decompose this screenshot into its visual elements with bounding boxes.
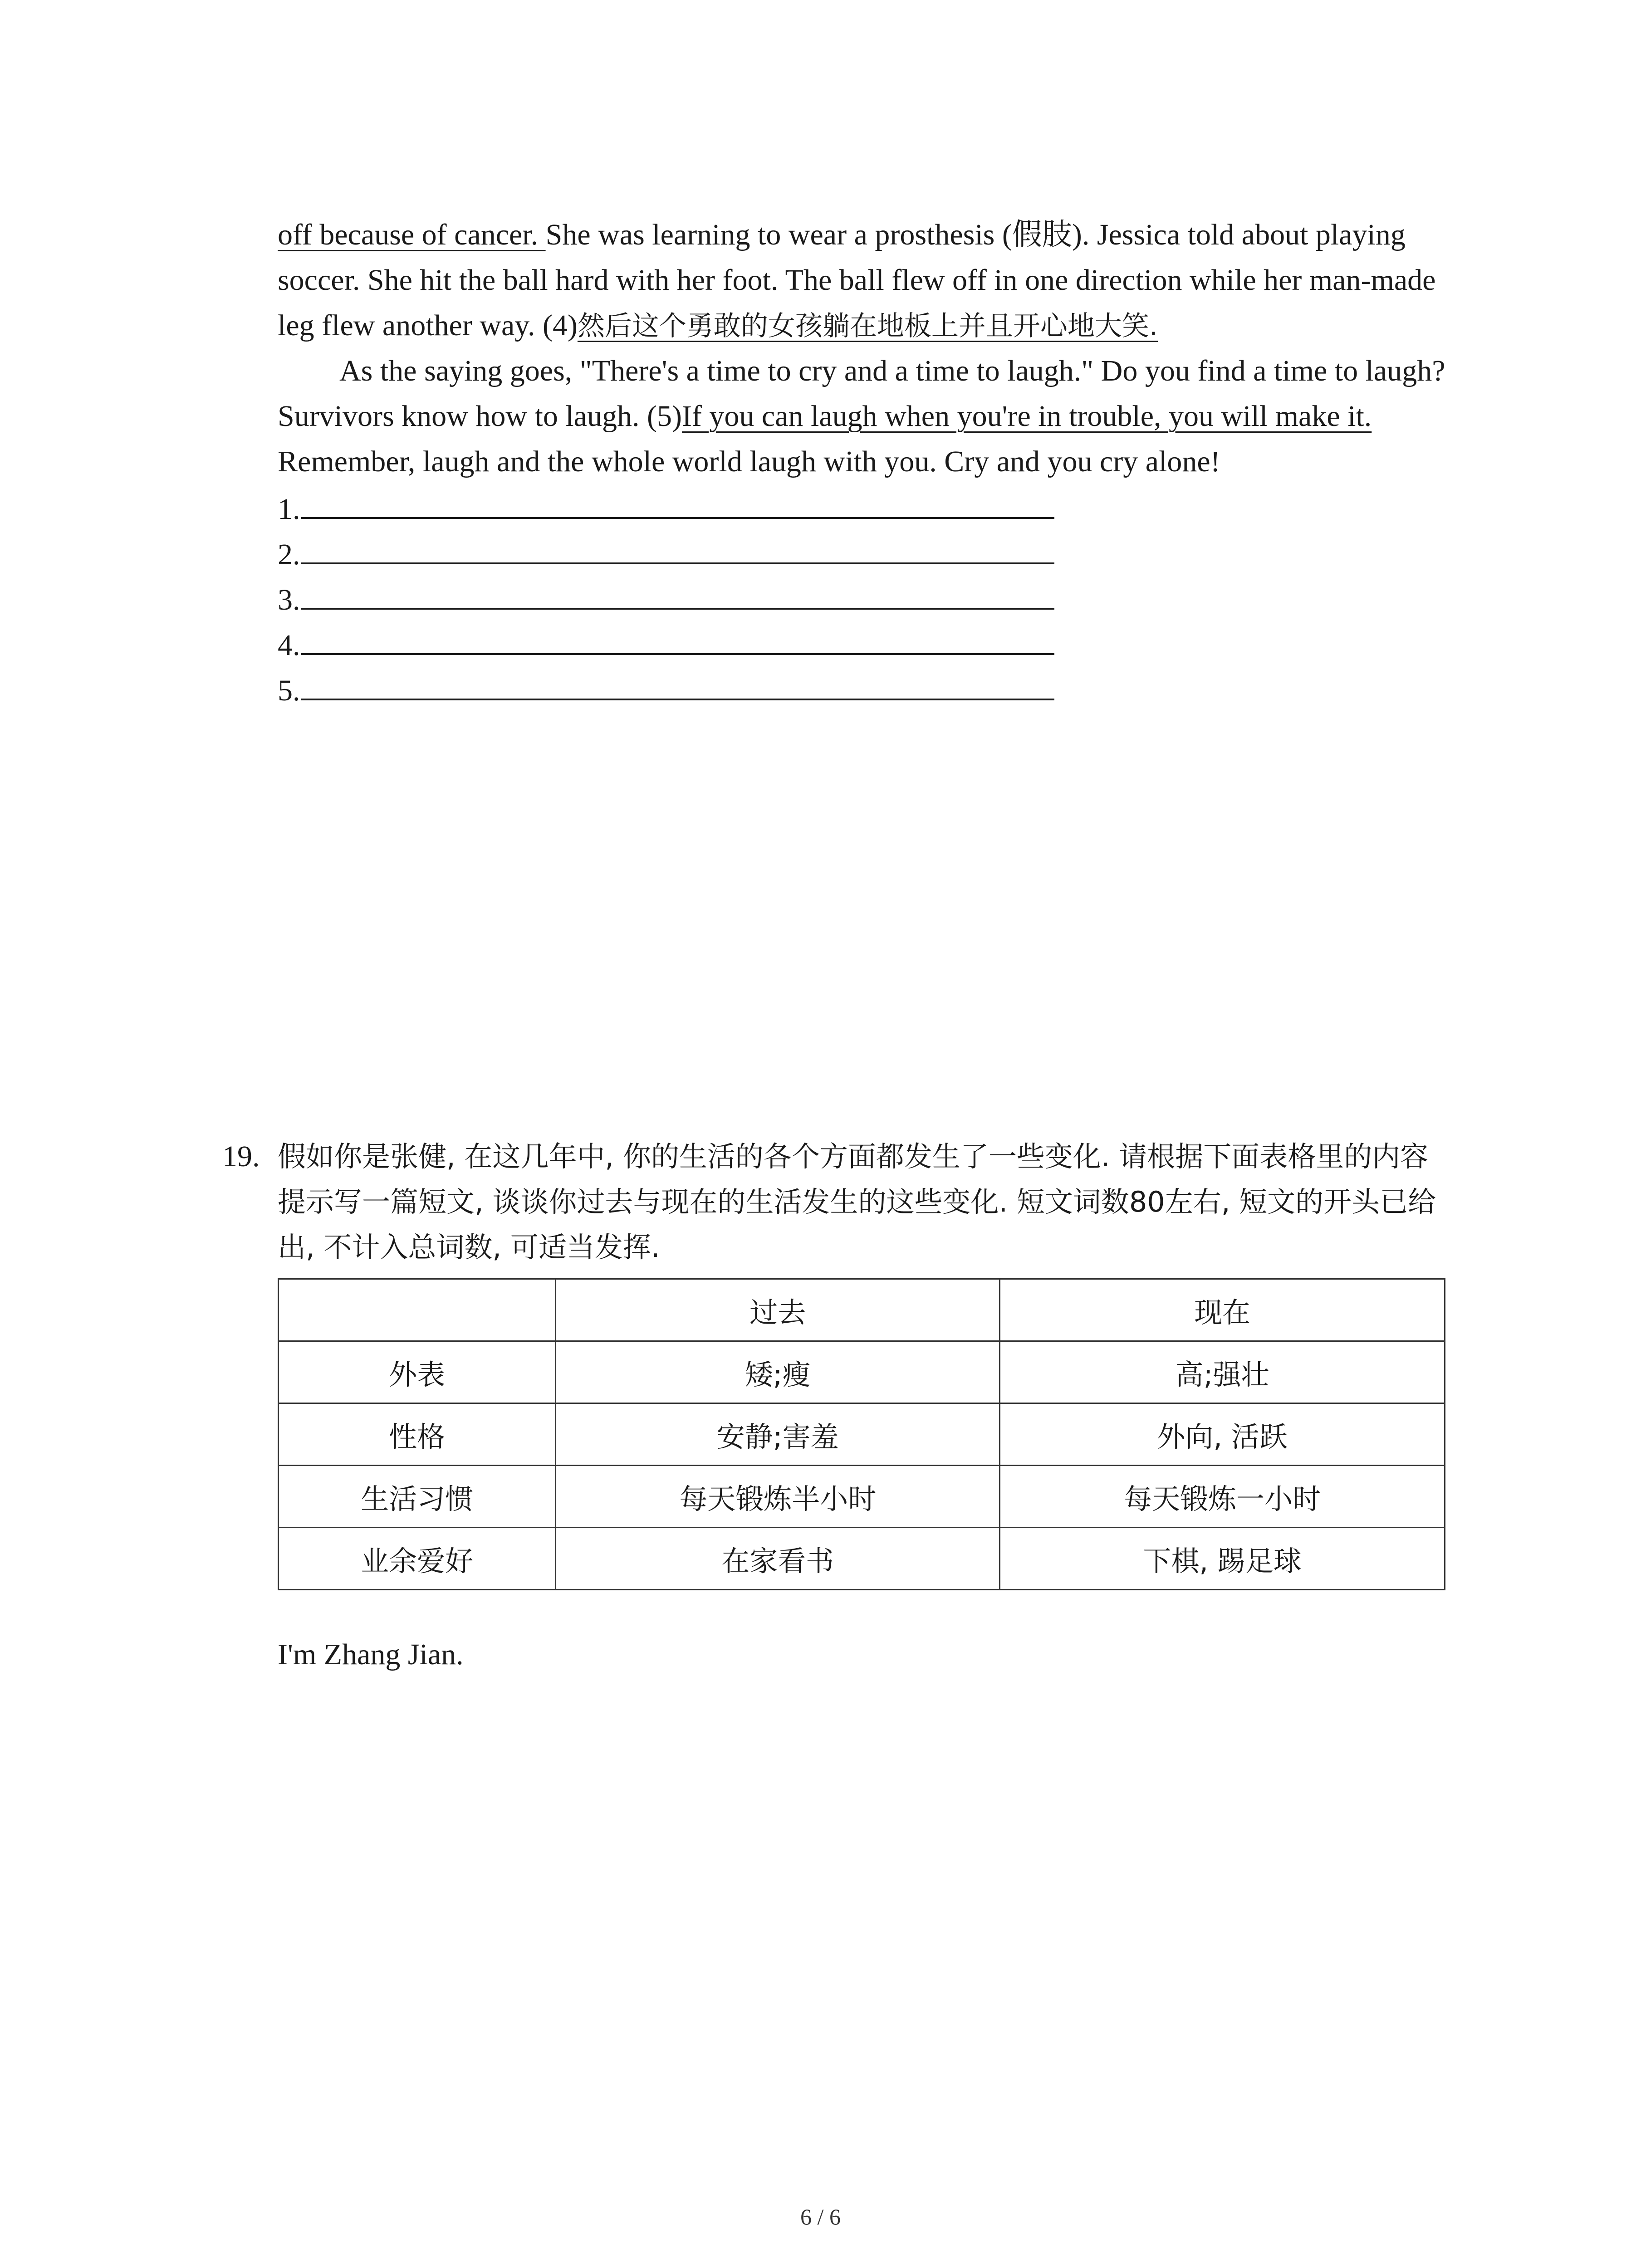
passage-paragraph-2 (278, 348, 1448, 484)
underlined-sentence-5: If you can laugh when you're in trouble, you will make it. (681, 400, 1372, 433)
answer-line-3 (278, 575, 1054, 621)
table-cell: 生活习惯 (279, 1466, 556, 1528)
underlined-sentence-4: 然后这个勇敢的女孩躺在地板上并且开心地大笑. (577, 310, 1158, 342)
answer-line-4 (278, 621, 1054, 666)
answer-line-5 (278, 666, 1054, 711)
table-cell: 性格 (279, 1403, 556, 1466)
table-cell: 业余爱好 (279, 1528, 556, 1590)
question-prompt: 假如你是张健, 在这几年中, 你的生活的各个方面都发生了一些变化. 请根据下面表格里的内容提示写一篇短文, 谈谈你过去与现在的生活发生的这些变化. 短文词数80左右, 短文的开头已给出, 不计入总词数, 可适当发挥. (278, 1140, 1436, 1264)
table-cell: 每天锻炼半小时 (556, 1466, 1000, 1528)
table-cell: 安静;害羞 (556, 1403, 1000, 1466)
table-cell: 在家看书 (556, 1528, 1000, 1590)
answer-number: 5. (278, 674, 300, 707)
table-cell: 高;强壮 (1000, 1341, 1445, 1403)
table-row (279, 1466, 1445, 1528)
table-header-cell: 现在 (1000, 1279, 1445, 1341)
passage-text-3: Remember, laugh and the whole world laugh with you. Cry and you cry alone! (278, 445, 1220, 478)
answer-blank[interactable] (301, 484, 1054, 519)
answer-blank[interactable] (301, 530, 1054, 564)
passage-text: She was learning to wear a prosthesis (假肢). Jessica told about playing soccer. She hit the ball hard with her foot. The ball flew off in one direction while her man-made leg flew another way. (4) (278, 218, 1436, 342)
answer-number: 4. (278, 629, 300, 662)
answer-line-2 (278, 530, 1054, 575)
essay-start-text: I'm Zhang Jian. (278, 1638, 464, 1671)
table-row (279, 1341, 1445, 1403)
question-number: 19. (222, 1140, 260, 1173)
answer-blank[interactable] (301, 666, 1054, 700)
passage-paragraph-1 (278, 212, 1448, 349)
answer-blank[interactable] (301, 575, 1054, 610)
page-number: 6 / 6 (800, 2204, 841, 2229)
passage-text-2: As the saying goes, "There's a time to cry and a time to laugh." Do you find a time to laugh?Survivors know how to laugh. (5) (278, 354, 1445, 433)
answer-blank[interactable] (301, 621, 1054, 655)
question-19 (222, 1134, 1456, 1270)
table-header-cell: 过去 (556, 1279, 1000, 1341)
table-header-cell (279, 1279, 556, 1341)
info-table (278, 1278, 1445, 1590)
table-cell: 每天锻炼一小时 (1000, 1466, 1445, 1528)
underlined-sentence-3-end: off because of cancer. (278, 218, 546, 251)
table-row (279, 1528, 1445, 1590)
answer-number: 2. (278, 538, 300, 571)
table-cell: 外向, 活跃 (1000, 1403, 1445, 1466)
table-header-row (279, 1279, 1445, 1341)
table-cell: 矮;瘦 (556, 1341, 1000, 1403)
table-cell: 外表 (279, 1341, 556, 1403)
answer-number: 3. (278, 583, 300, 616)
table-cell: 下棋, 踢足球 (1000, 1528, 1445, 1590)
answer-number: 1. (278, 493, 300, 526)
answer-line-1 (278, 484, 1054, 530)
table-row (279, 1403, 1445, 1466)
